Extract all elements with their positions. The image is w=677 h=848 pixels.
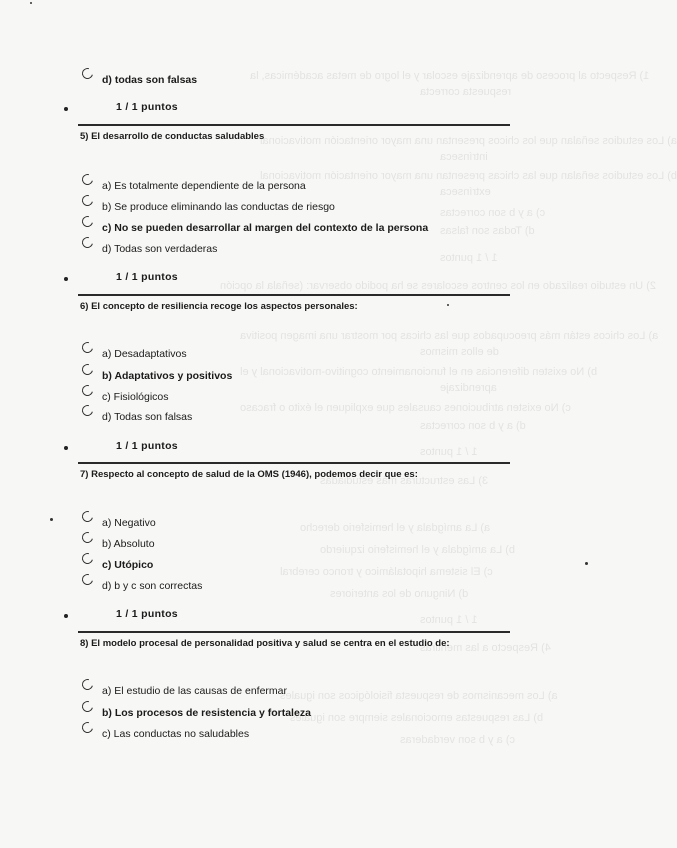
- question-title: 5) El desarrollo de conductas saludables: [80, 131, 265, 142]
- option-label: a) Es totalmente dependiente de la persona: [102, 180, 306, 192]
- bullet-icon: [64, 614, 68, 618]
- divider: [78, 462, 510, 464]
- option-label: c) Fisiológicos: [102, 391, 169, 403]
- bleed-through-text: 3) Las estructuras más estudiadas: [320, 475, 489, 487]
- question-title: 8) El modelo procesal de personalidad positiva y salud se centra en el estudio de:: [80, 638, 450, 649]
- bleed-through-text: 1 / 1 puntos: [440, 252, 498, 264]
- bleed-through-text: respuesta correcta: [420, 86, 512, 98]
- radio-icon[interactable]: [80, 699, 95, 714]
- bleed-through-text: a) La amígdala y el hemisferio derecho: [300, 522, 491, 534]
- bleed-through-text: aprendizaje: [440, 382, 497, 394]
- radio-icon[interactable]: [80, 509, 95, 524]
- option-label: c) No se pueden desarrollar al margen del contexto de la persona: [102, 222, 429, 234]
- radio-icon[interactable]: [80, 193, 95, 208]
- divider: [78, 294, 510, 296]
- option-label: c) Utópico: [102, 559, 154, 571]
- bleed-through-text: d) a y b son correctas: [420, 420, 526, 432]
- score-label: 1 / 1 puntos: [116, 608, 178, 620]
- bullet-icon: [64, 446, 68, 450]
- radio-icon[interactable]: [80, 66, 95, 81]
- scan-speck: [585, 562, 588, 565]
- bleed-through-text: b) La amígdala y el hemisferio izquierdo: [320, 544, 516, 556]
- bleed-through-text: c) No existen atribuciones causales que expliquen el éxito o fracaso: [240, 402, 571, 414]
- radio-icon[interactable]: [80, 677, 95, 692]
- score-label: 1 / 1 puntos: [116, 440, 178, 452]
- bleed-through-text: b) No existen diferencias en el funcionamiento cognitivo-motivacional y el: [240, 366, 598, 378]
- radio-icon[interactable]: [80, 235, 95, 250]
- option-label: b) Los procesos de resistencia y fortaleza: [102, 707, 311, 719]
- bleed-through-text: c) a y b son correctas: [440, 207, 546, 219]
- option-label: b) Adaptativos y positivos: [102, 370, 233, 382]
- option-label: b) Absoluto: [102, 538, 155, 550]
- bullet-icon: [64, 277, 68, 281]
- radio-icon[interactable]: [80, 403, 95, 418]
- question-title: 6) El concepto de resiliencia recoge los aspectos personales:: [80, 301, 358, 312]
- radio-icon[interactable]: [80, 551, 95, 566]
- divider: [78, 124, 510, 126]
- divider: [78, 631, 510, 633]
- bleed-through-text: extrínseca: [440, 186, 491, 198]
- bleed-through-text: a) Los estudios señalan que los chicos presentan una mayor orientación motivacional: [260, 135, 677, 147]
- bleed-through-text: c) a y b son verdaderas: [400, 734, 515, 746]
- scan-speck: [50, 518, 53, 521]
- option-label: d) Todas son falsas: [102, 411, 193, 423]
- bleed-through-text: b) Los estudios señalan que las chicas presentan una mayor orientación motivacional: [260, 170, 677, 182]
- bleed-through-text: d) Ninguno de los anteriores: [330, 588, 469, 600]
- bleed-through-text: c) El sistema hipotalámico y tronco cerebral: [280, 566, 493, 578]
- option-label: a) Desadaptativos: [102, 348, 187, 360]
- question-title: 7) Respecto al concepto de salud de la OMS (1946), podemos decir que es:: [80, 469, 418, 480]
- scan-speck: [30, 2, 32, 4]
- bleed-through-text: 4) Respecto a las mentiras: [420, 642, 551, 654]
- bleed-through-text: 1 / 1 puntos: [420, 614, 478, 626]
- bleed-through-text: de ellos mismos: [420, 346, 499, 358]
- radio-icon[interactable]: [80, 720, 95, 735]
- bleed-through-text: 1 / 1 puntos: [420, 446, 478, 458]
- radio-icon[interactable]: [80, 530, 95, 545]
- option-label: d) Todas son verdaderas: [102, 243, 218, 255]
- bleed-through-text: intrínseca: [440, 151, 488, 163]
- option-label: d) b y c son correctas: [102, 580, 203, 592]
- bleed-through-text: b) Las respuestas emocionales siempre son iguales: [290, 712, 544, 724]
- bleed-through-text: a) Los chicos están más preocupados que las chicas por mostrar una imagen positiva: [240, 330, 659, 342]
- option-label: a) El estudio de las causas de enfermar: [102, 685, 288, 697]
- option-label: b) Se produce eliminando las conductas de riesgo: [102, 201, 335, 213]
- option-label: d) todas son falsas: [102, 74, 198, 86]
- radio-icon[interactable]: [80, 172, 95, 187]
- score-label: 1 / 1 puntos: [116, 271, 178, 283]
- radio-icon[interactable]: [80, 383, 95, 398]
- option-label: c) Las conductas no saludables: [102, 728, 250, 740]
- bleed-through-text: 1) Respecto al proceso de aprendizaje escolar y el logro de metas académicas, la: [250, 70, 650, 82]
- scan-speck: [447, 304, 449, 306]
- radio-icon[interactable]: [80, 362, 95, 377]
- bullet-icon: [64, 107, 68, 111]
- radio-icon[interactable]: [80, 340, 95, 355]
- option-label: a) Negativo: [102, 517, 156, 529]
- bleed-through-text: a) Los mecanismos de respuesta fisiológicos son iguales: [280, 690, 558, 702]
- bleed-through-text: d) Todas son falsas: [440, 225, 535, 237]
- radio-icon[interactable]: [80, 214, 95, 229]
- bleed-through-text: 2) Un estudio realizado en los centros escolares se ha podido observar: (señala la opción: [220, 280, 656, 292]
- score-label: 1 / 1 puntos: [116, 101, 178, 113]
- radio-icon[interactable]: [80, 572, 95, 587]
